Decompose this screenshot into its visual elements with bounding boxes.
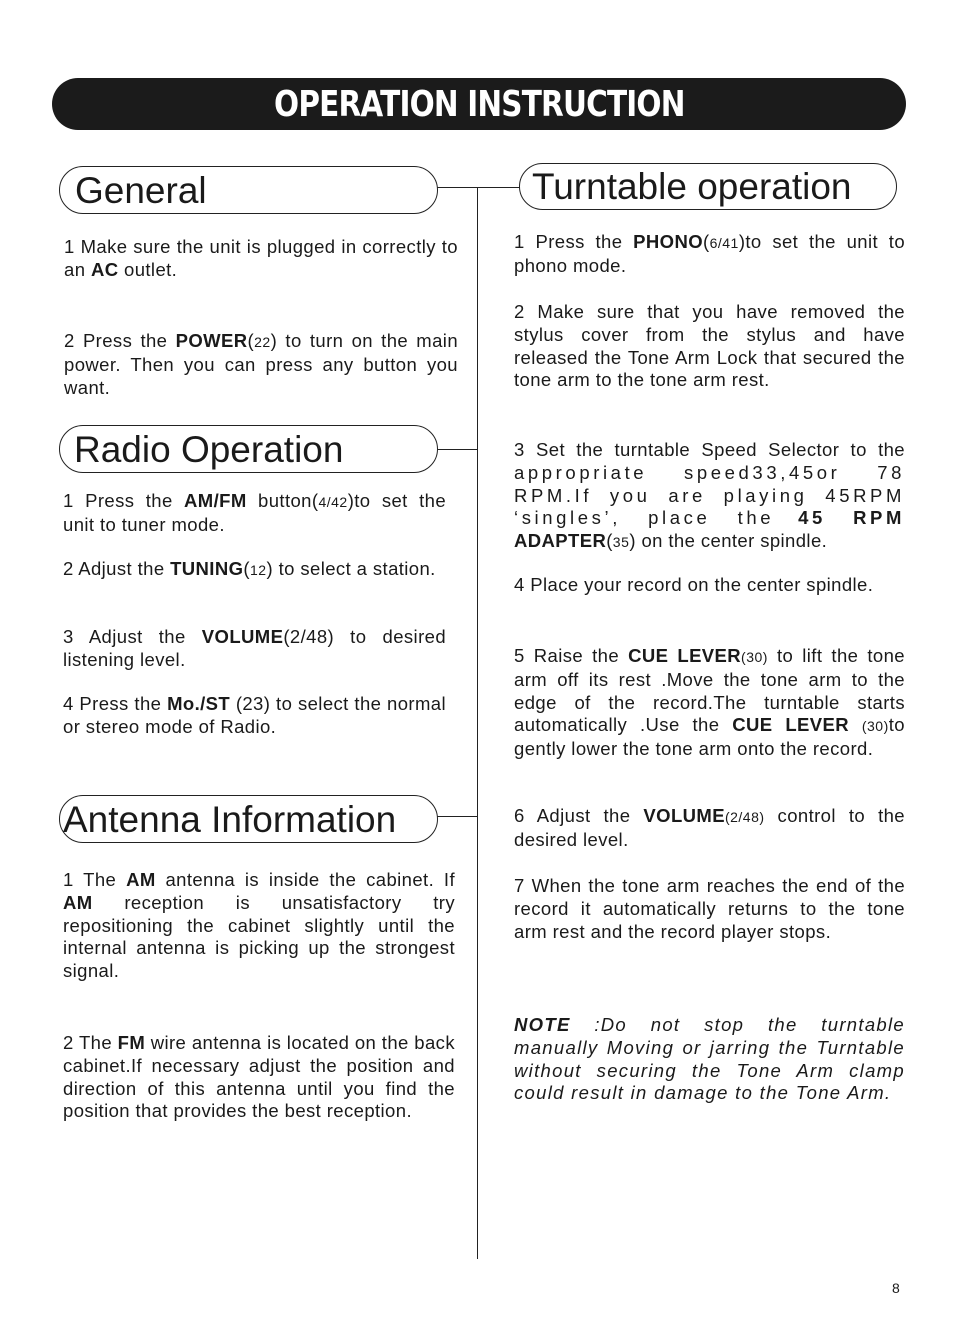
antenna-step-1: 1 The AM antenna is inside the cabinet. If AM reception is unsatisfactory try repositioning the cabinet slightly until the internal antenna is picking up the strongest signal. [63,869,455,982]
note-label: NOTE [514,1014,571,1035]
radio-step-2: 2 Adjust the TUNING(12) to select a station. [63,558,436,579]
title-banner [52,78,906,130]
turntable-heading [519,163,897,210]
antenna-heading [59,795,438,843]
turntable-step-6: 6 Adjust the VOLUME(2/48) control to the desired level. [514,805,906,850]
antenna-heading-text: Antenna Information [63,798,397,840]
general-step-1: 1 Make sure the unit is plugged in correctly to an AC outlet. [64,236,458,280]
turntable-heading-text: Turntable operation [532,166,852,207]
page-title: OPERATION INSTRUCTION [273,83,685,125]
radio-heading-text: Radio Operation [74,428,344,470]
note-text: :Do not stop the turntable manually Moving or jarring the Turntable without securing the Tone Arm clamp could result in damage to the Tone Arm. [514,1014,905,1104]
general-heading-text: General [75,169,207,211]
radio-step-4: 4 Press the Mo./ST (23) to select the normal or stereo mode of Radio. [63,693,446,737]
turntable-step-3: 3 Set the turntable Speed Selector to the appropriate speed33,45or 78 RPM.If you are playing 45RPM ‘singles’, place the 45 RPM ADAPTER(35) on the center spindle. [514,439,905,552]
turntable-step-7: 7 When the tone arm reaches the end of the record it automatically returns to the tone arm rest and the record player stops. [514,875,906,942]
connector-antenna [437,816,478,817]
turntable-step-1: 1 Press the PHONO(6/41)to set the unit to phono mode. [514,231,906,276]
turntable-step-4: 4 Place your record on the center spindle. [514,574,874,595]
turntable-step-5: 5 Raise the CUE LEVER(30) to lift the tone arm off its rest .Move the tone arm to the edge of the record.The turntable starts automatically .Use the CUE LEVER (30)to gently lower the tone arm onto the record. [514,645,905,760]
page-number: 8 [892,1280,900,1296]
turntable-note [514,1014,905,1105]
antenna-step-2: 2 The FM wire antenna is located on the back cabinet.If necessary adjust the position and direction of this antenna until you find the position that provides the best reception. [63,1032,455,1122]
radio-step-1: 1 Press the AM/FM button(4/42)to set the unit to tuner mode. [63,490,447,535]
general-step-2: 2 Press the POWER(22) to turn on the main power. Then you can press any button you want. [64,330,459,398]
turntable-step-2: 2 Make sure that you have removed the stylus cover from the stylus and have released the Tone Arm Lock that secured the tone arm to the tone arm rest. [514,301,906,391]
connector-radio [437,449,478,450]
general-heading [59,166,438,214]
connector-general [437,187,520,188]
radio-step-3: 3 Adjust the VOLUME(2/48) to desired listening level. [63,626,447,670]
column-divider [477,187,478,1259]
radio-heading [59,425,438,473]
